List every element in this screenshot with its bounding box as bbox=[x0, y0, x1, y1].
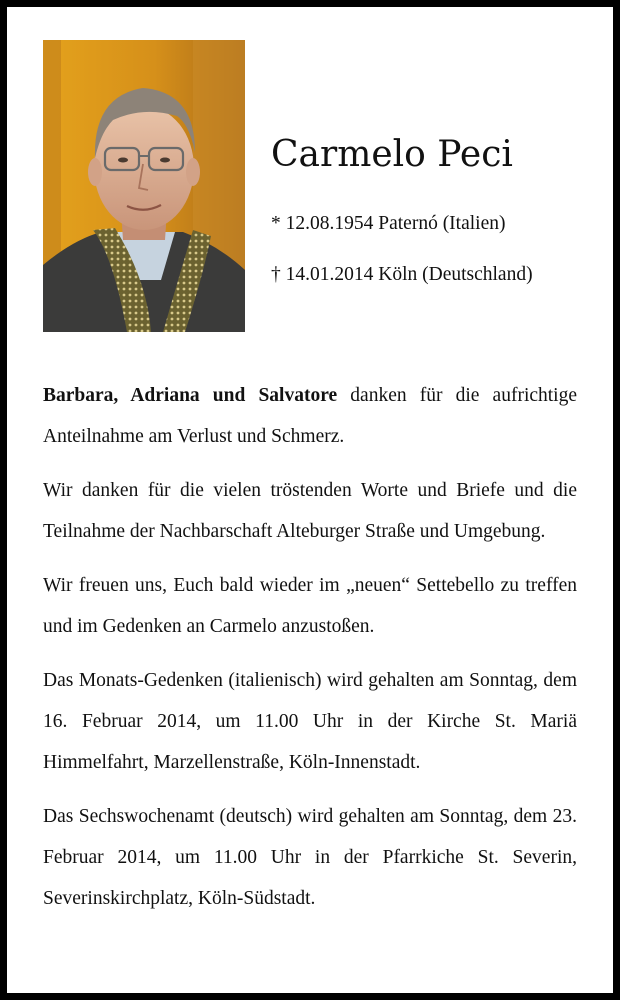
portrait-photo bbox=[43, 40, 245, 332]
notice-body bbox=[43, 375, 577, 932]
monthly-memorial-paragraph: Das Monats-Gedenken (italienisch) wird gehalten am Sonntag, dem 16. Februar 2014, um 11.00 Uhr in der Kirche St. Mariä Himmelfahrt, Marzellenstraße, Köln-Innenstadt. bbox=[43, 670, 577, 773]
deceased-name: Carmelo Peci bbox=[271, 134, 513, 175]
thanks-text: danken für die aufrichtige Anteilnahme am Verlust und Schmerz. bbox=[43, 385, 578, 447]
settebello-paragraph: Wir freuen uns, Euch bald wieder im „neuen“ Settebello zu treffen und im Gedenken an Carmelo anzustoßen. bbox=[43, 575, 577, 637]
death-date: † 14.01.2014 Köln (Deutschland) bbox=[271, 264, 533, 285]
birth-date: * 12.08.1954 Paternó (Italien) bbox=[271, 213, 506, 234]
gratitude-paragraph: Wir danken für die vielen tröstenden Worte und Briefe und die Teilnahme der Nachbarschaft Alteburger Straße und Umgebung. bbox=[43, 480, 577, 542]
six-week-mass-paragraph: Das Sechswochenamt (deutsch) wird gehalten am Sonntag, dem 23. Februar 2014, um 11.00 Uhr in der Pfarrkiche St. Severin, Severinskirchplatz, Köln-Südstadt. bbox=[43, 806, 577, 909]
thanks-paragraph bbox=[43, 375, 577, 457]
family-names: Barbara, Adriana und Salvatore bbox=[43, 385, 338, 406]
